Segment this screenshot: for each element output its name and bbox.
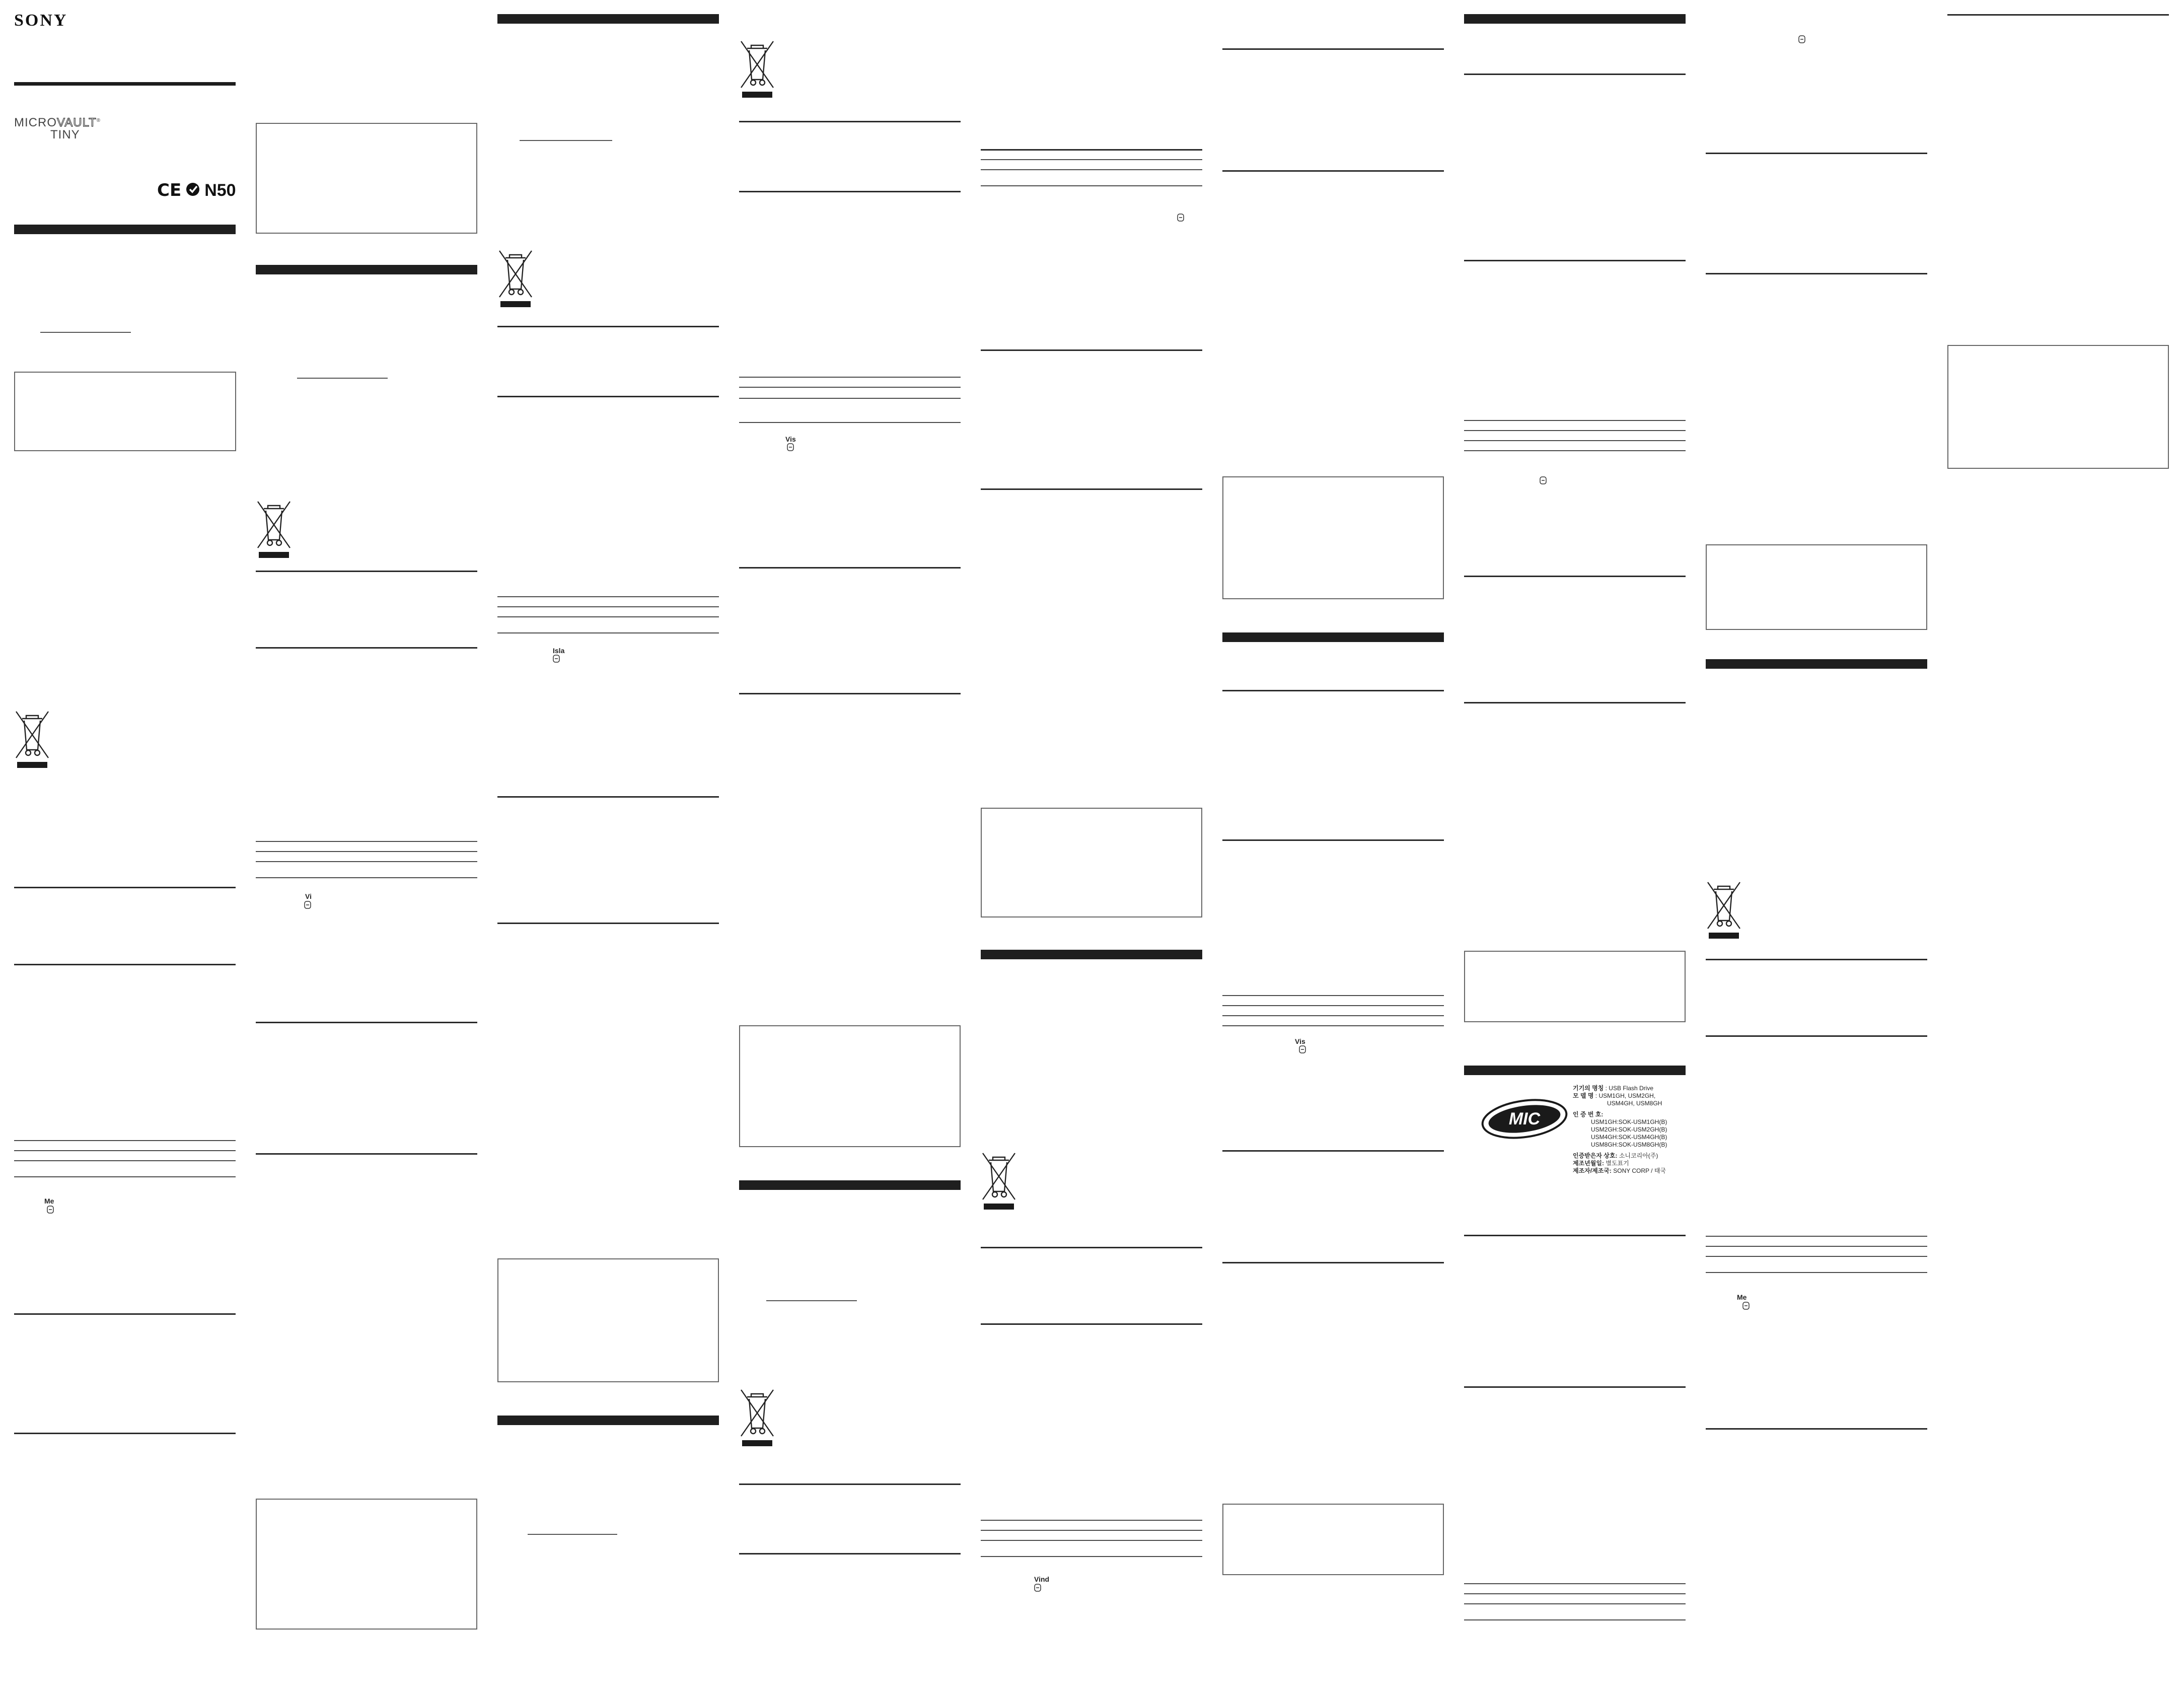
language-marker: Vind: [1034, 1575, 1050, 1583]
weee-bin-icon: [256, 498, 292, 558]
table-rule: [1706, 1246, 1927, 1247]
section-rule: [1706, 1035, 1927, 1037]
mark-icon: [787, 443, 794, 454]
section-rule: [1222, 1150, 1444, 1152]
weee-bin-icon: [981, 1149, 1017, 1210]
section-rule: [1464, 1235, 1686, 1236]
mark-icon: [1177, 214, 1184, 224]
table-rule: [1222, 1015, 1444, 1016]
mark-icon: [1034, 1584, 1041, 1594]
mark-icon: [304, 901, 311, 911]
table-rule: [14, 1160, 236, 1161]
mic-model-value: : USM1GH, USM2GH,: [1595, 1092, 1656, 1100]
mic-logo-text: MIC: [1508, 1109, 1541, 1128]
mark-icon: [47, 1206, 54, 1216]
language-marker: Me: [44, 1197, 54, 1205]
language-marker: Me: [1737, 1293, 1747, 1301]
table-rule: [981, 1540, 1202, 1541]
underline: [528, 1534, 617, 1535]
underline: [520, 140, 612, 141]
section-rule: [256, 1153, 477, 1155]
section-rule: [739, 1553, 961, 1554]
section-band: [1464, 1066, 1686, 1075]
table-rule: [497, 606, 719, 607]
table-rule: [1222, 1005, 1444, 1006]
table-rule: [1464, 1583, 1686, 1584]
weee-bin-icon: [1706, 878, 1742, 939]
section-band: [497, 14, 719, 24]
section-rule: [1706, 153, 1927, 154]
table-rule: [256, 877, 477, 878]
ce-mark-icon: CE: [157, 180, 182, 200]
language-marker: Vis: [1295, 1037, 1305, 1045]
notice-box: [14, 372, 236, 451]
sony-logo: SONY: [14, 11, 68, 30]
notice-box: [256, 1499, 477, 1630]
notice-box: [1222, 476, 1444, 599]
trademark-mark: ®: [96, 118, 101, 123]
notice-box: [497, 1258, 719, 1382]
table-rule: [739, 422, 961, 423]
mic-model-label: 모 델 명: [1573, 1092, 1594, 1100]
mark-icon: [1742, 1302, 1750, 1312]
table-rule: [1464, 450, 1686, 451]
table-rule: [497, 616, 719, 617]
section-rule: [739, 1483, 961, 1485]
n50-mark: N50: [204, 180, 236, 200]
mic-holder-label: 인증받은자 상호:: [1573, 1152, 1618, 1159]
underline: [297, 378, 388, 379]
product-model: TINY: [50, 128, 80, 142]
mic-cert-1: USM1GH:SOK-USM1GH(B): [1591, 1118, 1667, 1125]
mic-cert-3: USM4GH:SOK-USM4GH(B): [1591, 1134, 1667, 1141]
section-rule: [1222, 839, 1444, 841]
mic-maker-label: 제조자/제조국:: [1573, 1167, 1612, 1175]
notice-box: [1947, 345, 2169, 469]
mic-name-value: : USB Flash Drive: [1605, 1085, 1653, 1092]
table-rule: [256, 861, 477, 862]
section-rule: [981, 488, 1202, 490]
c-tick-icon: [185, 182, 200, 199]
table-rule: [1222, 1025, 1444, 1026]
section-rule: [1464, 702, 1686, 703]
table-rule: [981, 1556, 1202, 1557]
section-band: [1222, 632, 1444, 642]
section-rule: [14, 1313, 236, 1315]
section-rule: [497, 796, 719, 798]
mic-date-label: 제조년월일:: [1573, 1159, 1604, 1167]
mark-icon: [553, 655, 560, 665]
table-rule: [981, 1520, 1202, 1521]
notice-box: [1222, 1504, 1444, 1575]
language-marker: Vis: [785, 435, 796, 443]
mic-logo-icon: [1480, 1094, 1569, 1147]
table-rule: [14, 1176, 236, 1177]
section-rule: [1706, 1428, 1927, 1430]
table-rule: [1464, 1593, 1686, 1594]
section-rule: [1222, 170, 1444, 172]
certification-marks: [157, 180, 236, 200]
table-rule: [739, 387, 961, 388]
table-rule: [1706, 1256, 1927, 1257]
mic-date-value: 별도표기: [1606, 1159, 1629, 1167]
section-rule: [14, 1433, 236, 1434]
table-rule: [497, 632, 719, 633]
table-rule: [256, 851, 477, 852]
table-rule: [981, 159, 1202, 160]
section-band: [739, 1180, 961, 1190]
section-rule: [981, 149, 1202, 151]
mic-info-block: [1573, 1085, 1667, 1175]
section-band: [497, 1416, 719, 1425]
table-rule: [1464, 1603, 1686, 1604]
weee-bin-icon: [14, 708, 50, 768]
mic-holder-value: 소니코리아(주): [1619, 1152, 1658, 1159]
table-rule: [739, 377, 961, 378]
underline: [766, 1300, 857, 1301]
title-rule: [14, 82, 236, 86]
mic-name-label: 기기의 명칭: [1573, 1085, 1604, 1092]
table-rule: [981, 169, 1202, 170]
table-rule: [1464, 430, 1686, 431]
mic-cert-2: USM2GH:SOK-USM2GH(B): [1591, 1126, 1667, 1134]
section-rule: [497, 396, 719, 397]
section-rule: [1706, 959, 1927, 960]
table-rule: [981, 185, 1202, 186]
section-rule: [1947, 14, 2169, 16]
notice-box: [1706, 544, 1927, 630]
section-rule: [981, 1247, 1202, 1248]
language-marker: Vi: [305, 892, 312, 900]
table-rule: [1464, 440, 1686, 441]
mark-icon: [1540, 476, 1547, 487]
section-rule: [256, 647, 477, 649]
table-rule: [1222, 995, 1444, 996]
section-rule: [256, 571, 477, 572]
weee-bin-icon: [739, 1386, 775, 1446]
section-rule: [739, 693, 961, 694]
language-marker: Isla: [553, 647, 565, 655]
section-rule: [1464, 576, 1686, 577]
product-line-part2: VAULT: [57, 116, 97, 129]
section-rule: [981, 349, 1202, 351]
table-rule: [739, 398, 961, 399]
section-rule: [497, 326, 719, 327]
section-rule: [1464, 74, 1686, 75]
mic-model-value-2: USM4GH, USM8GH: [1607, 1100, 1662, 1107]
section-band: [256, 265, 477, 274]
table-rule: [1464, 1619, 1686, 1620]
table-rule: [1464, 420, 1686, 421]
mic-cert-label: 인 증 번 호:: [1573, 1110, 1604, 1118]
section-rule: [1706, 273, 1927, 274]
weee-bin-icon: [739, 37, 775, 98]
table-rule: [14, 1140, 236, 1141]
notice-box: [739, 1025, 961, 1147]
product-logo: [14, 116, 135, 141]
mic-maker-value: SONY CORP / 태국: [1613, 1167, 1666, 1175]
section-rule: [1222, 48, 1444, 50]
section-rule: [14, 887, 236, 888]
section-rule: [739, 191, 961, 192]
section-rule: [256, 1022, 477, 1023]
table-rule: [14, 1150, 236, 1151]
mark-icon: [1798, 35, 1805, 46]
section-rule: [739, 567, 961, 569]
mic-cert-4: USM8GH:SOK-USM8GH(B): [1591, 1141, 1667, 1149]
section-rule: [1464, 1386, 1686, 1388]
section-rule: [1464, 260, 1686, 261]
notice-box: [1464, 951, 1686, 1022]
table-rule: [1706, 1272, 1927, 1273]
section-rule: [1222, 1262, 1444, 1263]
table-rule: [981, 1530, 1202, 1531]
section-band: [1464, 14, 1686, 24]
section-band: [14, 225, 236, 234]
section-rule: [14, 964, 236, 965]
underline: [40, 332, 131, 333]
section-rule: [497, 923, 719, 924]
table-rule: [256, 841, 477, 842]
mark-icon: [1299, 1045, 1306, 1056]
notice-box: [256, 123, 477, 234]
section-rule: [739, 121, 961, 122]
section-band: [981, 950, 1202, 959]
product-line-part1: MICRO: [14, 116, 57, 129]
table-rule: [497, 596, 719, 597]
table-rule: [1706, 1236, 1927, 1237]
section-rule: [1222, 690, 1444, 691]
weee-bin-icon: [497, 247, 534, 307]
notice-box: [981, 808, 1202, 917]
section-band: [1706, 659, 1927, 669]
section-rule: [981, 1323, 1202, 1325]
